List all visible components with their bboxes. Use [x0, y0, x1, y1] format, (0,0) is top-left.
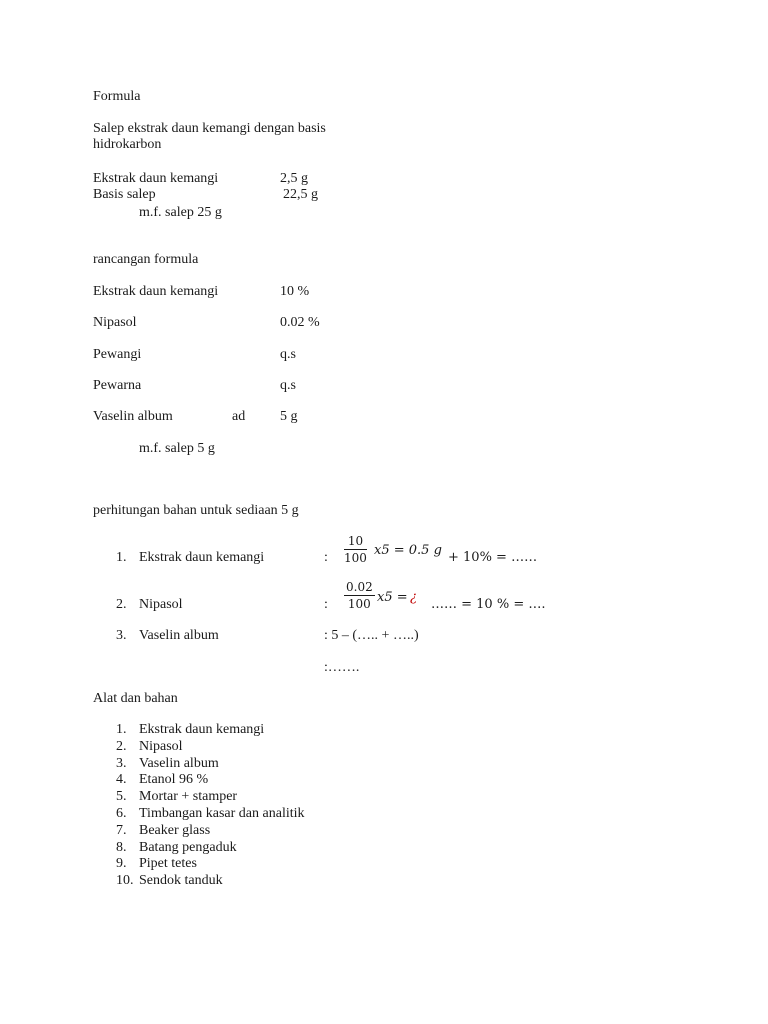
fraction-numerator: 10 — [344, 534, 367, 550]
perhitungan-row-colon: : — [324, 597, 328, 612]
original-title-line1: Salep ekstrak daun kemangi dengan basis — [93, 121, 326, 136]
alat-bahan-item-number: 2. — [116, 739, 127, 754]
alat-bahan-item-label: Batang pengaduk — [139, 840, 237, 855]
rancangan-item-ad: ad — [232, 409, 246, 424]
fraction-numerator: 0.02 — [346, 580, 373, 594]
rancangan-item-qty: q.s — [280, 378, 296, 393]
perhitungan-heading: perhitungan bahan untuk sediaan 5 g — [93, 503, 299, 518]
perhitungan-row-name: Nipasol — [139, 597, 183, 612]
perhitungan-row-number: 1. — [116, 550, 127, 565]
rancangan-item-qty: 10 % — [280, 284, 310, 299]
alat-bahan-item-label: Vaselin album — [139, 756, 219, 771]
rancangan-item-name: Pewarna — [93, 378, 142, 393]
fraction — [344, 534, 367, 565]
alat-bahan-item-number: 4. — [116, 772, 127, 787]
fraction-denominator: 100 — [347, 597, 371, 611]
perhitungan-row-expression: x5 = — [377, 590, 408, 605]
alat-bahan-item-number: 9. — [116, 856, 127, 871]
rancangan-item-qty: 5 g — [280, 409, 298, 424]
perhitungan-row-colon: : — [324, 550, 328, 565]
perhitungan-row-expression: : 5 – (….. + …..) — [324, 628, 419, 643]
original-item-amount: 2,5 g — [280, 171, 308, 186]
alat-bahan-item-number: 3. — [116, 756, 127, 771]
alat-bahan-item-label: Sendok tanduk — [139, 873, 223, 888]
rancangan-item-name: Pewangi — [93, 347, 142, 362]
rancangan-item-qty: 0.02 % — [280, 315, 320, 330]
fraction-denominator: 100 — [344, 551, 367, 565]
perhitungan-row-expression: x5 = 0.5 g — [374, 543, 442, 558]
alat-bahan-item-label: Mortar + stamper — [139, 789, 238, 804]
perhitungan-row-number: 3. — [116, 628, 127, 643]
alat-bahan-item-number: 1. — [116, 722, 127, 737]
alat-bahan-item-number: 7. — [116, 823, 127, 838]
original-item-name: Ekstrak daun kemangi — [93, 171, 219, 186]
alat-bahan-heading: Alat dan bahan — [93, 691, 178, 706]
alat-bahan-item-number: 6. — [116, 806, 127, 821]
alat-bahan-item-label: Beaker glass — [139, 823, 211, 838]
rancangan-heading: rancangan formula — [93, 252, 199, 267]
alat-bahan-item-label: Pipet tetes — [139, 856, 197, 871]
alat-bahan-item-number: 10. — [116, 873, 134, 888]
rancangan-mf: m.f. salep 5 g — [139, 441, 215, 456]
rancangan-item-name: Nipasol — [93, 315, 137, 330]
rancangan-item-name: Vaselin album — [93, 409, 173, 424]
original-item-name: Basis salep — [93, 187, 156, 202]
heading-formula: Formula — [93, 89, 141, 104]
perhitungan-row-extra: + 10% = …… — [448, 550, 538, 565]
alat-bahan-item-label: Etanol 96 % — [139, 772, 209, 787]
original-title-line2: hidrokarbon — [93, 137, 162, 152]
rancangan-item-qty: q.s — [280, 347, 296, 362]
original-mf: m.f. salep 25 g — [139, 205, 222, 220]
perhitungan-row-name: Vaselin album — [139, 628, 219, 643]
error-glyph: ¿ — [410, 590, 417, 605]
alat-bahan-item-number: 8. — [116, 840, 127, 855]
fraction — [344, 580, 375, 611]
perhitungan-result: :……. — [324, 660, 360, 675]
perhitungan-row-name: Ekstrak daun kemangi — [139, 550, 265, 565]
alat-bahan-item-number: 5. — [116, 789, 127, 804]
alat-bahan-item-label: Nipasol — [139, 739, 183, 754]
original-item-amount: 22,5 g — [283, 187, 318, 202]
alat-bahan-item-label: Ekstrak daun kemangi — [139, 722, 265, 737]
perhitungan-row-extra: …… = 10 % = …. — [431, 597, 546, 612]
rancangan-item-name: Ekstrak daun kemangi — [93, 284, 219, 299]
alat-bahan-item-label: Timbangan kasar dan analitik — [139, 806, 305, 821]
perhitungan-row-number: 2. — [116, 597, 127, 612]
